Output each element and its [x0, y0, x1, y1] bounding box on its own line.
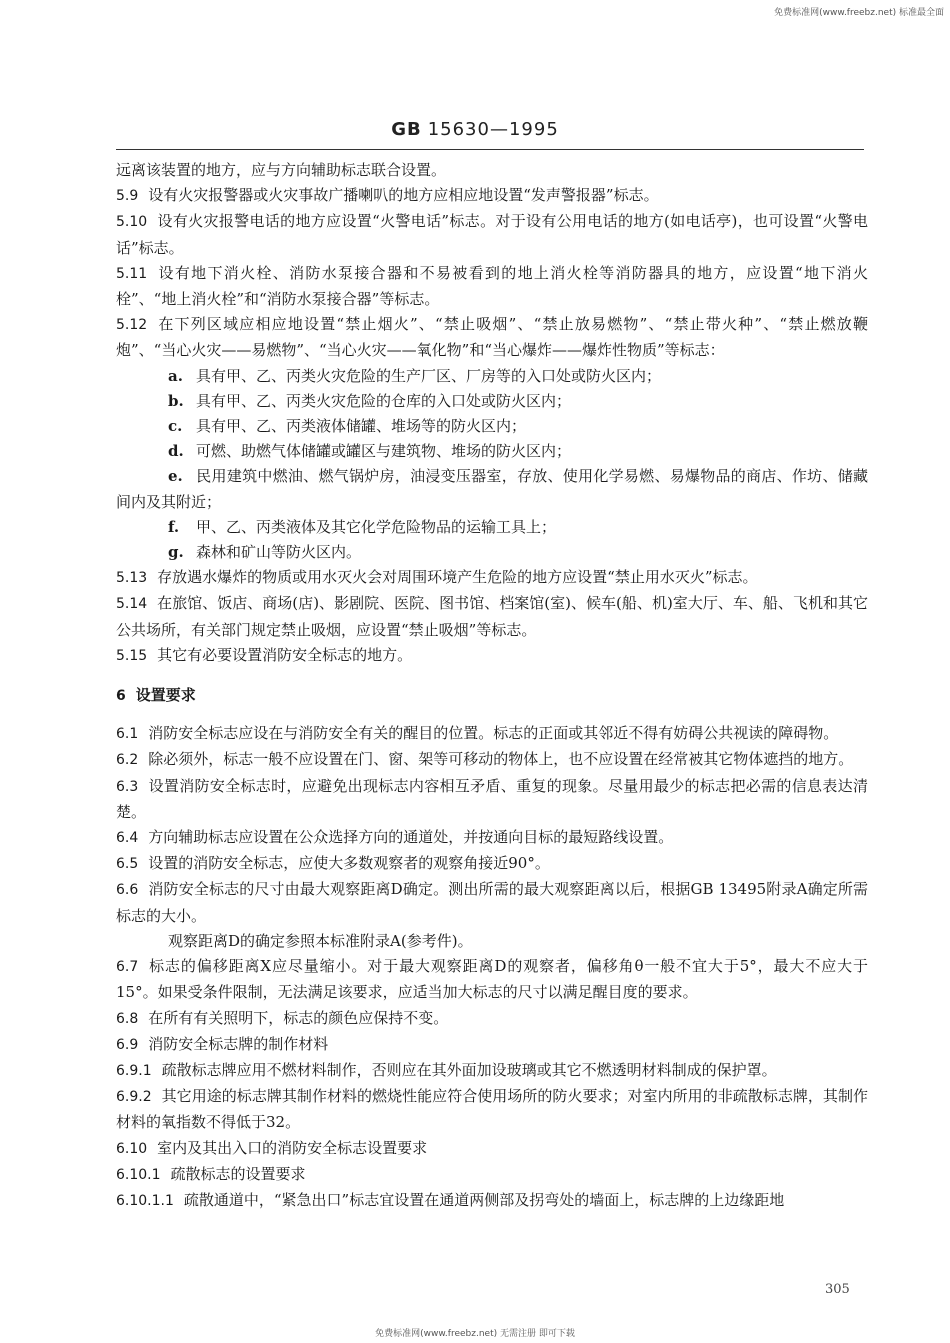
- clause-number: 6.5: [116, 856, 139, 873]
- clause-6-5: 6.5 设置的消防安全标志，应使大多数观察者的观察角接近90°。: [116, 854, 550, 873]
- clause-number: 6.1: [116, 726, 139, 743]
- clause-5-10: 5.10 设有火灾报警电话的地方应设置“火警电话”标志。对于设有公用电话的地方(如电话亭)，也可设置“火警电话”标志。: [116, 212, 868, 257]
- header-number: 15630—1995: [427, 119, 559, 140]
- page-number: 305: [825, 1282, 850, 1297]
- list-item: e. 民用建筑中燃油、燃气锅炉房，油浸变压器室，存放、使用化学易燃、易爆物品的商店、作坊、储藏间内及其附近；: [116, 467, 868, 511]
- header-rule: [116, 149, 864, 150]
- clause-number: 5.9: [116, 188, 139, 205]
- clause-6-7: 6.7 标志的偏移距离X应尽量缩小。对于最大观察距离D的观察者，偏移角θ一般不宜大于5°，最大不应大于15°。如果受条件限制，无法满足该要求，应适当加大标志的尺寸以满足醒目度的要求。: [116, 957, 868, 1002]
- list-item: f. 甲、乙、丙类液体及其它化学危险物品的运输工具上；: [168, 517, 557, 536]
- clause-number: 6.2: [116, 752, 139, 769]
- clause-5-9: 5.9 设有火灾报警器或火灾事故广播喇叭的地方应相应地设置“发声警报器”标志。: [116, 186, 659, 205]
- clause-5-14: 5.14 在旅馆、饭店、商场(店)、影剧院、医院、图书馆、档案馆(室)、候车(船、机)室大厅、车、船、飞机和其它公共场所，有关部门规定禁止吸烟，应设置“禁止吸烟”等标志。: [116, 594, 868, 639]
- clause-6-6: 6.6 消防安全标志的尺寸由最大观察距离D确定。测出所需的最大观察距离以后，根据GB 13495附录A确定所需标志的大小。: [116, 880, 868, 925]
- clause-number: 5.11: [116, 265, 148, 282]
- clause-number: 6.9: [116, 1036, 139, 1053]
- clause-5-11: 5.11 设有地下消火栓、消防水泵接合器和不易被看到的地上消火栓等消防器具的地方，应设置“地下消火栓”、“地上消火栓”和“消防水泵接合器”等标志。: [116, 263, 868, 309]
- list-item: a. 具有甲、乙、丙类火灾危险的生产厂区、厂房等的入口处或防火区内；: [168, 366, 662, 385]
- clause-number: 5.15: [116, 647, 148, 664]
- clause-number: 6.7: [116, 959, 139, 976]
- clause-number: 6.4: [116, 830, 139, 847]
- clause-number: 6.6: [116, 882, 139, 899]
- clause-6-10-1: 6.10.1 疏散标志的设置要求: [116, 1164, 306, 1183]
- clause-number: 6.3: [116, 778, 139, 795]
- clause-6-2: 6.2 除必须外，标志一般不应设置在门、窗、架等可移动的物体上，也不应设置在经常被其它物体遮挡的地方。: [116, 750, 854, 769]
- clause-note: 观察距离D的确定参照本标准附录A(参考件)。: [168, 931, 473, 950]
- clause-number: 6.10.1: [116, 1166, 161, 1183]
- clause-number: 5.12: [116, 317, 148, 334]
- list-item: c. 具有甲、乙、丙类液体储罐、堆场等的防火区内；: [168, 417, 527, 436]
- clause-number: 5.13: [116, 570, 148, 587]
- clause-number: 6.9.1: [116, 1062, 152, 1079]
- paragraph: 远离该装置的地方，应与方向辅助标志联合设置。: [116, 161, 447, 179]
- document-body: [116, 158, 868, 1214]
- clause-number: 5.10: [116, 214, 148, 231]
- clause-6-10: 6.10 室内及其出入口的消防安全标志设置要求: [116, 1138, 428, 1157]
- header-prefix: GB: [391, 119, 422, 140]
- list-item: d. 可燃、助燃气体储罐或罐区与建筑物、堆场的防火区内；: [168, 442, 572, 461]
- clause-6-9: 6.9 消防安全标志牌的制作材料: [116, 1034, 329, 1053]
- list-item: b. 具有甲、乙、丙类火灾危险的仓库的入口处或防火区内；: [168, 391, 572, 410]
- clause-number: 6.8: [116, 1010, 139, 1027]
- section-heading: 6 设置要求: [116, 686, 196, 705]
- clause-number: 6.10: [116, 1140, 148, 1157]
- clause-number: 6.10.1.1: [116, 1192, 174, 1209]
- clause-6-8: 6.8 在所有有关照明下，标志的颜色应保持不变。: [116, 1008, 449, 1027]
- clause-number: 5.14: [116, 596, 148, 613]
- clause-6-9-1: 6.9.1 疏散标志牌应用不燃材料制作，否则应在其外面加设玻璃或其它不燃透明材料制成的保护罩。: [116, 1060, 777, 1079]
- clause-6-4: 6.4 方向辅助标志应设置在公众选择方向的通道处，并按通向目标的最短路线设置。: [116, 828, 674, 847]
- clause-5-15: 5.15 其它有必要设置消防安全标志的地方。: [116, 645, 413, 664]
- document-header: [0, 119, 950, 140]
- clause-6-10-1-1: 6.10.1.1 疏散通道中，“紧急出口”标志宜设置在通道两侧部及拐弯处的墙面上，标志牌的上边缘距地: [116, 1190, 785, 1209]
- clause-6-3: 6.3 设置消防安全标志时，应避免出现标志内容相互矛盾、重复的现象。尽量用最少的标志把必需的信息表达清楚。: [116, 776, 868, 821]
- clause-5-12: 5.12 在下列区域应相应地设置“禁止烟火”、“禁止吸烟”、“禁止放易燃物”、“禁止带火种”、“禁止燃放鞭炮”、“当心火灾——易燃物”、“当心火灾——氧化物”和“当心爆炸——爆炸性物质”等标志：: [116, 315, 868, 360]
- clause-6-1: 6.1 消防安全标志应设在与消防安全有关的醒目的位置。标志的正面或其邻近不得有妨碍公共视读的障碍物。: [116, 724, 839, 743]
- bottom-watermark: 免费标准网(www.freebz.net) 无需注册 即可下载: [375, 1329, 575, 1339]
- clause-number: 6.9.2: [116, 1089, 152, 1106]
- clause-6-9-2: 6.9.2 其它用途的标志牌其制作材料的燃烧性能应符合使用场所的防火要求；对室内所用的非疏散标志牌，其制作材料的氧指数不得低于32。: [116, 1087, 868, 1132]
- top-watermark: 免费标准网(www.freebz.net) 标准最全面: [774, 8, 944, 18]
- clause-5-13: 5.13 存放遇水爆炸的物质或用水灭火会对周围环境产生危险的地方应设置“禁止用水灭火”标志。: [116, 568, 758, 587]
- list-item: g. 森林和矿山等防火区内。: [168, 543, 362, 562]
